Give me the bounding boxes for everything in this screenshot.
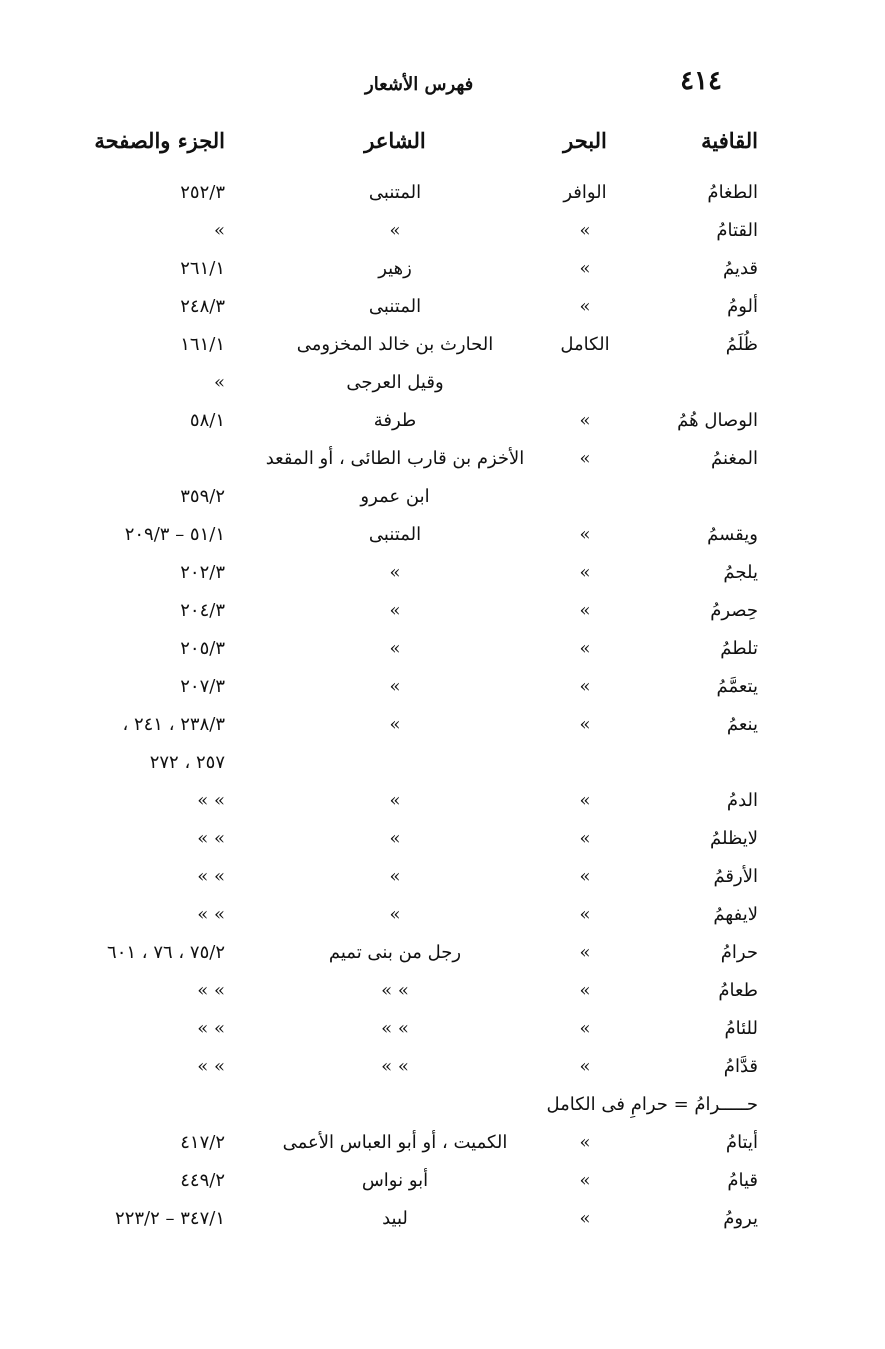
- cell-page: »: [213, 372, 225, 393]
- cell-bahr: »: [579, 296, 591, 317]
- table-row: [0, 1052, 885, 1090]
- cell-shaer: »: [389, 866, 401, 887]
- cell-qafiya: يلجمُ: [723, 562, 758, 583]
- cell-qafiya: قيامُ: [727, 1170, 758, 1191]
- cell-bahr: »: [579, 904, 591, 925]
- cell-bahr: »: [579, 220, 591, 241]
- cell-page: »: [213, 220, 225, 241]
- cell-shaer: »: [389, 828, 401, 849]
- cell-qafiya: المغنمُ: [711, 448, 758, 469]
- running-title: فهرس الأشعار: [365, 74, 474, 95]
- cell-bahr: الكامل: [560, 334, 610, 355]
- cell-bahr: »: [579, 410, 591, 431]
- cell-page: » »: [197, 980, 225, 1001]
- cell-bahr: »: [579, 942, 591, 963]
- cell-bahr: »: [579, 562, 591, 583]
- table-row: [0, 292, 885, 330]
- cell-page: ٢٠٤/٣: [180, 600, 225, 621]
- cell-shaer: المتنبى: [368, 182, 422, 203]
- table-row: [0, 558, 885, 596]
- cell-qafiya: ويقسمُ: [707, 524, 758, 545]
- cell-bahr: »: [579, 828, 591, 849]
- cell-shaer: رجل من بنى تميم: [328, 942, 462, 963]
- table-row: [0, 368, 885, 406]
- cell-qafiya: أيتامُ: [725, 1132, 758, 1153]
- cell-qafiya: قدَّامُ: [723, 1056, 758, 1077]
- cell-page: ٣٥٩/٢: [180, 486, 225, 507]
- poetry-index-table: [0, 178, 885, 1242]
- table-row: [0, 1204, 885, 1242]
- cell-shaer: »: [389, 638, 401, 659]
- cell-shaer: » »: [381, 980, 409, 1001]
- cell-page: ٥١/١ – ٢٠٩/٣: [124, 524, 225, 545]
- cell-qafiya: لايفهمُ: [713, 904, 758, 925]
- cell-qafiya: ظُلَمُ: [725, 334, 758, 355]
- cell-bahr: »: [579, 1208, 591, 1229]
- header-qafiya: القافية: [701, 128, 758, 153]
- table-row: [0, 748, 885, 786]
- cell-qafiya: الأرقمُ: [713, 866, 758, 887]
- cell-shaer: زهير: [378, 258, 412, 279]
- cell-qafiya: حرامُ: [720, 942, 758, 963]
- cell-qafiya: يتعمَّمُ: [716, 676, 758, 697]
- cell-qafiya: حِصرمُ: [710, 600, 758, 621]
- cell-shaer: »: [389, 220, 401, 241]
- cell-qafiya: ألومُ: [727, 296, 758, 317]
- cell-shaer: أبو نواس: [361, 1170, 429, 1191]
- cell-bahr: »: [579, 866, 591, 887]
- cell-shaer: الحارث بن خالد المخزومى: [296, 334, 494, 355]
- table-row: [0, 1166, 885, 1204]
- table-row: [0, 330, 885, 368]
- cell-shaer: »: [389, 714, 401, 735]
- table-row: [0, 254, 885, 292]
- cell-qafiya: الدمُ: [726, 790, 758, 811]
- cell-qafiya: الوصال هُمُ: [677, 410, 758, 431]
- cell-shaer: المتنبى: [368, 296, 422, 317]
- cell-bahr: »: [579, 448, 591, 469]
- cell-bahr: »: [579, 790, 591, 811]
- cell-bahr: »: [579, 524, 591, 545]
- cell-shaer: وقيل العرجى: [346, 372, 444, 393]
- table-row: [0, 178, 885, 216]
- table-row: [0, 216, 885, 254]
- table-row: [0, 596, 885, 634]
- cell-page: ٢٣٨/٣ ، ٢٤١ ،: [122, 714, 225, 735]
- cell-qafiya: يرومُ: [723, 1208, 758, 1229]
- table-row: [0, 406, 885, 444]
- cell-qafiya: تلطمُ: [720, 638, 758, 659]
- cell-page: ٢٥٧ ، ٢٧٢: [149, 752, 225, 773]
- cell-bahr: »: [579, 258, 591, 279]
- cell-bahr: »: [579, 638, 591, 659]
- cell-qafiya: للئامُ: [724, 1018, 758, 1039]
- cell-bahr: »: [579, 980, 591, 1001]
- cell-bahr: »: [579, 1132, 591, 1153]
- cell-qafiya: لايظلمُ: [710, 828, 758, 849]
- cell-bahr: »: [579, 1018, 591, 1039]
- cell-page: ٧٥/٢ ، ٧٦ ، ٦٠١: [107, 942, 225, 963]
- page-header: [0, 66, 885, 102]
- table-row: [0, 520, 885, 558]
- cell-shaer: » »: [381, 1018, 409, 1039]
- cell-page: ٢٠٥/٣: [180, 638, 225, 659]
- cell-bahr: »: [579, 1056, 591, 1077]
- cell-qafiya: طعامُ: [718, 980, 758, 1001]
- cell-qafiya: ينعمُ: [726, 714, 758, 735]
- cell-page: ٤٤٩/٢: [180, 1170, 225, 1191]
- header-bahr: البحر: [563, 128, 607, 153]
- note-row: [0, 1090, 885, 1128]
- cell-shaer: طرفة: [373, 410, 417, 431]
- cell-shaer: الكميت ، أو أبو العباس الأعمى: [282, 1132, 508, 1153]
- cell-bahr: »: [579, 600, 591, 621]
- cell-shaer: ابن عمرو: [360, 486, 430, 507]
- cell-qafiya: الطغامُ: [707, 182, 758, 203]
- cell-bahr: »: [579, 1170, 591, 1191]
- cell-page: » »: [197, 866, 225, 887]
- table-row: [0, 900, 885, 938]
- cell-bahr: »: [579, 714, 591, 735]
- cell-page: ٢٥٢/٣: [180, 182, 225, 203]
- table-row: [0, 482, 885, 520]
- cell-shaer: »: [389, 676, 401, 697]
- cell-page: ٤١٧/٢: [180, 1132, 225, 1153]
- variant-note: حـــــرامُ = حرامِ فى الكامل: [546, 1094, 758, 1115]
- cell-bahr: »: [579, 676, 591, 697]
- cell-page: ٢٠٢/٣: [180, 562, 225, 583]
- cell-shaer: »: [389, 562, 401, 583]
- page-number: ٤١٤: [680, 66, 722, 96]
- table-row: [0, 824, 885, 862]
- cell-page: ٢٤٨/٣: [180, 296, 225, 317]
- cell-page: » »: [197, 790, 225, 811]
- header-shaer: الشاعر: [364, 128, 426, 153]
- cell-shaer: » »: [381, 1056, 409, 1077]
- cell-shaer: »: [389, 790, 401, 811]
- column-headers: [0, 128, 885, 168]
- header-page: الجزء والصفحة: [94, 128, 225, 153]
- cell-shaer: »: [389, 904, 401, 925]
- cell-page: » »: [197, 1056, 225, 1077]
- table-row: [0, 672, 885, 710]
- cell-page: ٢٠٧/٣: [180, 676, 225, 697]
- table-row: [0, 634, 885, 672]
- table-row: [0, 444, 885, 482]
- cell-shaer: لبيد: [382, 1208, 408, 1229]
- cell-page: » »: [197, 904, 225, 925]
- table-row: [0, 938, 885, 976]
- cell-shaer: الأخزم بن قارب الطائى ، أو المقعد: [265, 448, 525, 469]
- table-row: [0, 710, 885, 748]
- cell-page: ٣٤٧/١ – ٢٢٣/٢: [115, 1208, 225, 1229]
- cell-shaer: المتنبى: [368, 524, 422, 545]
- table-row: [0, 1128, 885, 1166]
- cell-bahr: الوافر: [563, 182, 607, 203]
- cell-page: ٢٦١/١: [180, 258, 225, 279]
- table-row: [0, 976, 885, 1014]
- cell-page: ١٦١/١: [180, 334, 225, 355]
- cell-qafiya: قديمُ: [722, 258, 758, 279]
- table-row: [0, 1014, 885, 1052]
- table-row: [0, 862, 885, 900]
- cell-page: » »: [197, 1018, 225, 1039]
- cell-page: ٥٨/١: [189, 410, 225, 431]
- table-row: [0, 786, 885, 824]
- cell-qafiya: القتامُ: [716, 220, 758, 241]
- cell-shaer: »: [389, 600, 401, 621]
- cell-page: » »: [197, 828, 225, 849]
